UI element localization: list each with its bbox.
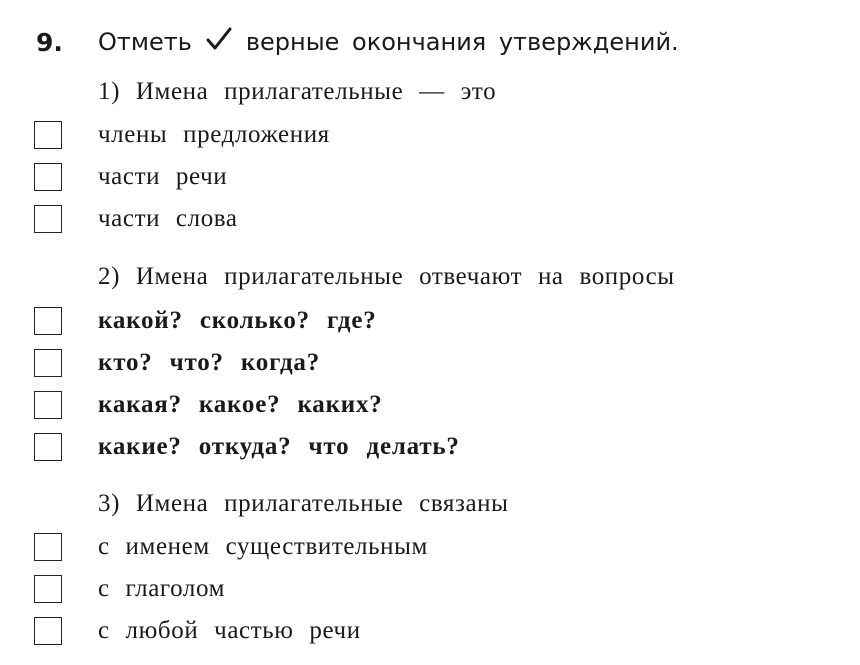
checkbox[interactable] <box>34 391 62 419</box>
task-instruction <box>98 26 679 58</box>
instruction-text-start: Отметь <box>98 28 192 56</box>
option-row <box>34 160 228 194</box>
option-label: части речи <box>98 163 228 190</box>
task-number: 9. <box>36 27 63 57</box>
checkbox[interactable] <box>34 163 62 191</box>
question-2-text: 2) Имена прилагательные отвечают на вопросы <box>98 263 675 290</box>
checkbox[interactable] <box>34 121 62 149</box>
option-row <box>34 304 377 338</box>
question-1-text: 1) Имена прилагательные — это <box>98 78 497 105</box>
option-row <box>34 118 330 152</box>
checkbox[interactable] <box>34 533 62 561</box>
option-row <box>34 202 238 236</box>
checkbox[interactable] <box>34 205 62 233</box>
option-label: с глаголом <box>98 575 226 602</box>
instruction-text-end: верные окончания утверждений. <box>245 28 679 56</box>
checkbox[interactable] <box>34 575 62 603</box>
option-label: какой? сколько? где? <box>98 307 377 334</box>
option-label: с именем существительным <box>98 533 428 560</box>
option-label: члены предложения <box>98 121 330 148</box>
option-row <box>34 388 383 422</box>
checkbox[interactable] <box>34 433 62 461</box>
option-row <box>34 614 361 648</box>
checkbox[interactable] <box>34 349 62 377</box>
option-label: кто? что? когда? <box>98 349 321 376</box>
option-label: части слова <box>98 205 238 232</box>
question-3-text: 3) Имена прилагательные связаны <box>98 490 509 517</box>
option-row <box>34 346 321 380</box>
checkbox[interactable] <box>34 617 62 645</box>
option-label: какие? откуда? что делать? <box>98 433 460 460</box>
checkmark-icon <box>206 26 232 58</box>
option-row <box>34 530 428 564</box>
option-row <box>34 430 460 464</box>
option-row <box>34 572 226 606</box>
checkbox[interactable] <box>34 307 62 335</box>
option-label: с любой частью речи <box>98 617 361 644</box>
option-label: какая? какое? каких? <box>98 391 383 418</box>
task-header <box>36 22 679 62</box>
